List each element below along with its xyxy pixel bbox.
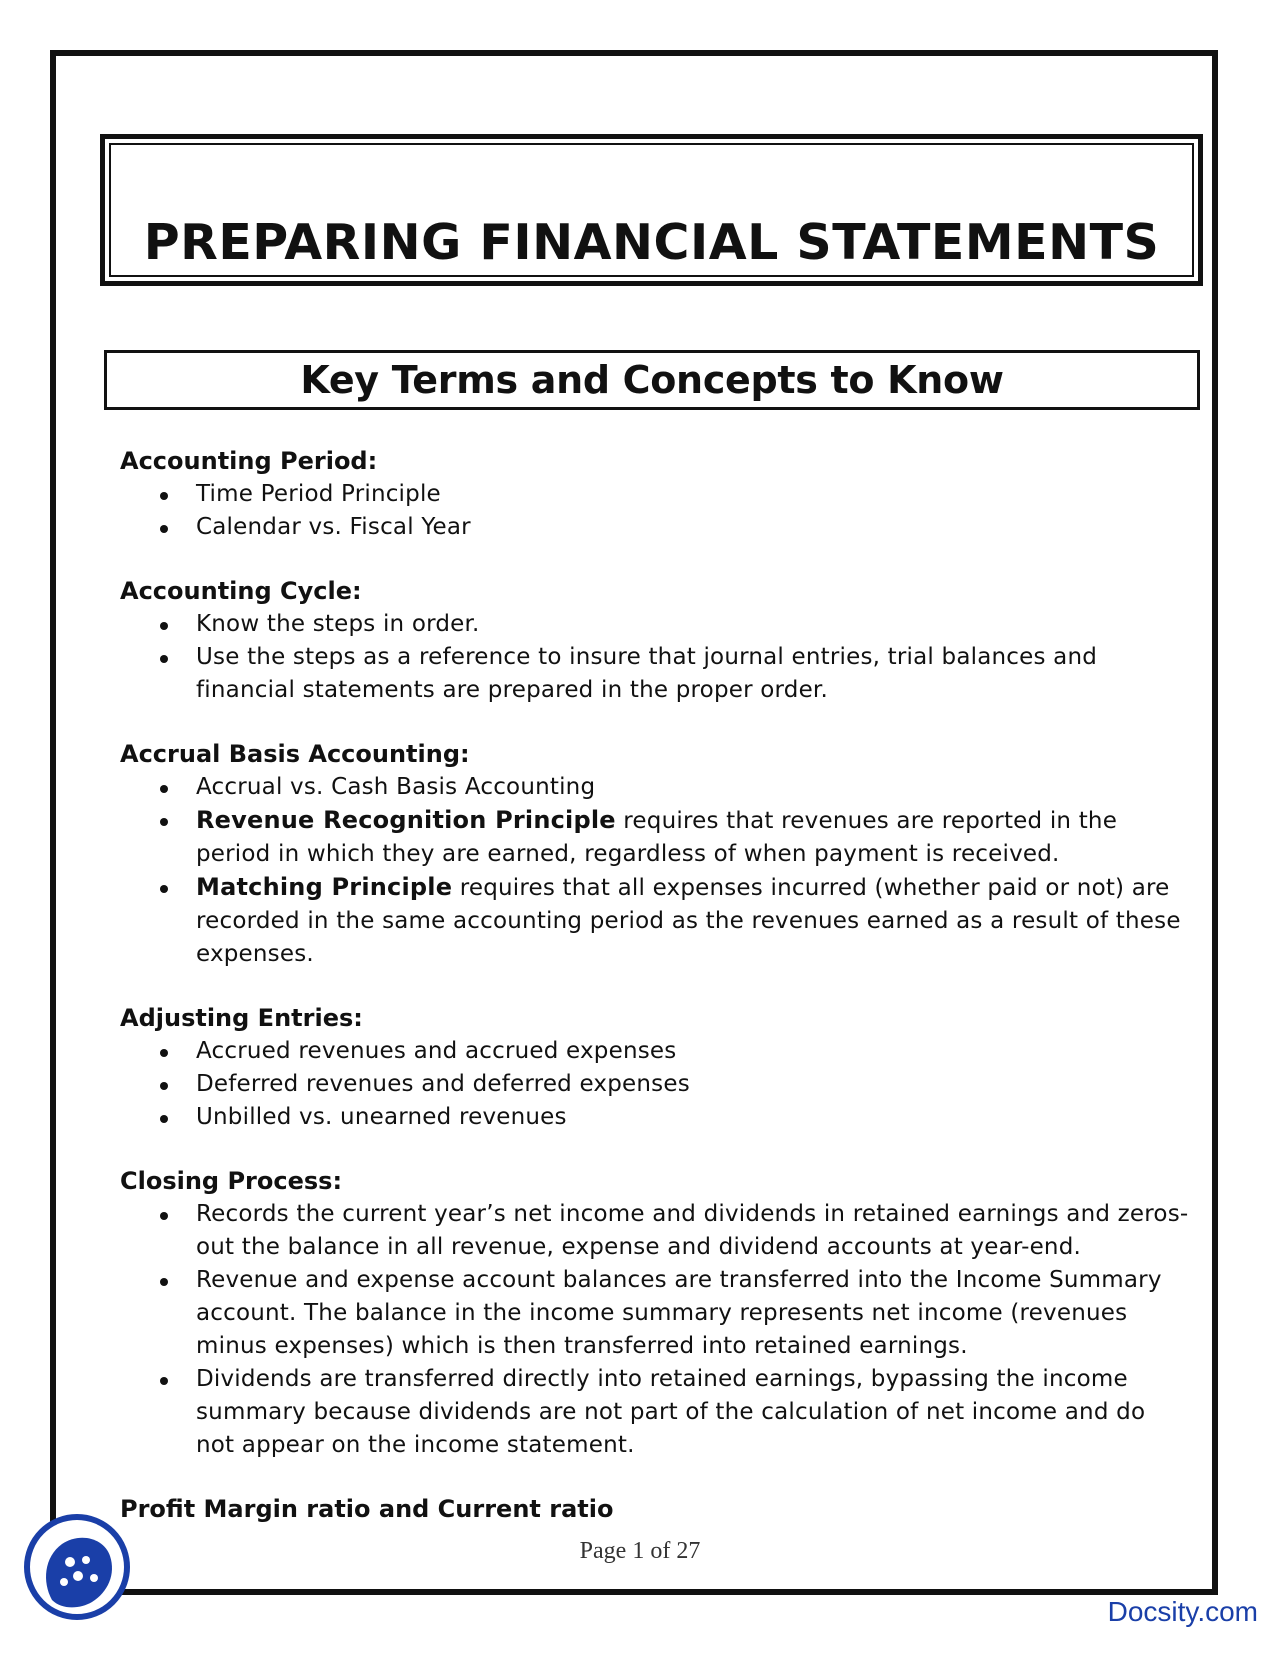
bullet-icon (160, 1082, 168, 1090)
item-text: Accrued revenues and accrued expenses (196, 1038, 677, 1064)
section-subtitle: Key Terms and Concepts to Know (300, 358, 1004, 402)
list-item (120, 771, 1190, 804)
term-section (120, 737, 1190, 971)
list-item (120, 1198, 1190, 1264)
term-section (120, 574, 1190, 707)
term-section (120, 1492, 1190, 1526)
section-heading: Accrual Basis Accounting: (120, 740, 470, 768)
item-text: Calendar vs. Fiscal Year (196, 514, 471, 540)
title-box (100, 134, 1203, 286)
docsity-logo-icon (22, 1512, 132, 1622)
item-text: Accrual vs. Cash Basis Accounting (196, 774, 596, 800)
list-item (120, 641, 1190, 707)
page-number: Page 1 of 27 (579, 1538, 701, 1564)
bullet-icon (160, 785, 168, 793)
section-heading: Accounting Cycle: (120, 577, 362, 605)
item-text: Revenue and expense account balances are transferred into the Income Summary account. The balance in the income summary represents net income (revenues minus expenses) which is then transferred into retained earnings. (196, 1267, 1162, 1359)
list-item (120, 804, 1190, 871)
subtitle-box (104, 350, 1200, 410)
item-text: Dividends are transferred directly into retained earnings, bypassing the income summary because dividends are not part of the calculation of net income and do not appear on the income statement. (196, 1366, 1146, 1458)
bullet-icon (160, 1212, 168, 1220)
list-item (120, 1068, 1190, 1101)
item-text: Unbilled vs. unearned revenues (196, 1104, 567, 1130)
bullet-icon (160, 655, 168, 663)
bullet-list (120, 1198, 1190, 1462)
bullet-icon (160, 1049, 168, 1057)
item-text: requires that all expenses incurred (whether paid or not) are recorded in the same accounting period as the revenues earned as a result of these expenses. (196, 875, 1181, 967)
item-text: Deferred revenues and deferred expenses (196, 1071, 690, 1097)
key-terms-content (120, 444, 1190, 1556)
bullet-list (120, 478, 1190, 544)
list-item (120, 478, 1190, 511)
section-heading: Profit Margin ratio and Current ratio (120, 1495, 614, 1523)
bullet-list (120, 1035, 1190, 1134)
bullet-icon (160, 1278, 168, 1286)
bullet-icon (160, 492, 168, 500)
item-text: Records the current year’s net income and dividends in retained earnings and zeros-out the balance in all revenue, expense and dividend accounts at year-end. (196, 1201, 1189, 1260)
list-item (120, 1264, 1190, 1363)
item-text: Know the steps in order. (196, 611, 480, 637)
list-item (120, 871, 1190, 971)
list-item (120, 608, 1190, 641)
bullet-list (120, 608, 1190, 707)
bullet-icon (160, 1377, 168, 1385)
item-text: requires that revenues are reported in the period in which they are earned, regardless of when payment is received. (196, 808, 1118, 867)
bold-term: Revenue Recognition Principle (196, 806, 616, 834)
term-section (120, 1001, 1190, 1134)
item-text: Use the steps as a reference to insure that journal entries, trial balances and financial statements are prepared in the proper order. (196, 644, 1098, 703)
docsity-watermark: Docsity.com (1107, 1596, 1258, 1627)
list-item (120, 1101, 1190, 1134)
list-item (120, 1035, 1190, 1068)
section-heading: Closing Process: (120, 1167, 343, 1195)
bullet-icon (160, 885, 168, 893)
list-item (120, 1363, 1190, 1462)
bullet-icon (160, 818, 168, 826)
bold-term: Matching Principle (196, 873, 453, 901)
bullet-list (120, 771, 1190, 971)
list-item (120, 511, 1190, 544)
bullet-icon (160, 622, 168, 630)
bullet-icon (160, 1115, 168, 1123)
term-section (120, 1164, 1190, 1462)
page-title: PREPARING FINANCIAL STATEMENTS (143, 214, 1160, 271)
bullet-icon (160, 525, 168, 533)
item-text: Time Period Principle (196, 481, 441, 507)
section-heading: Accounting Period: (120, 447, 378, 475)
term-section (120, 444, 1190, 544)
section-heading: Adjusting Entries: (120, 1004, 363, 1032)
